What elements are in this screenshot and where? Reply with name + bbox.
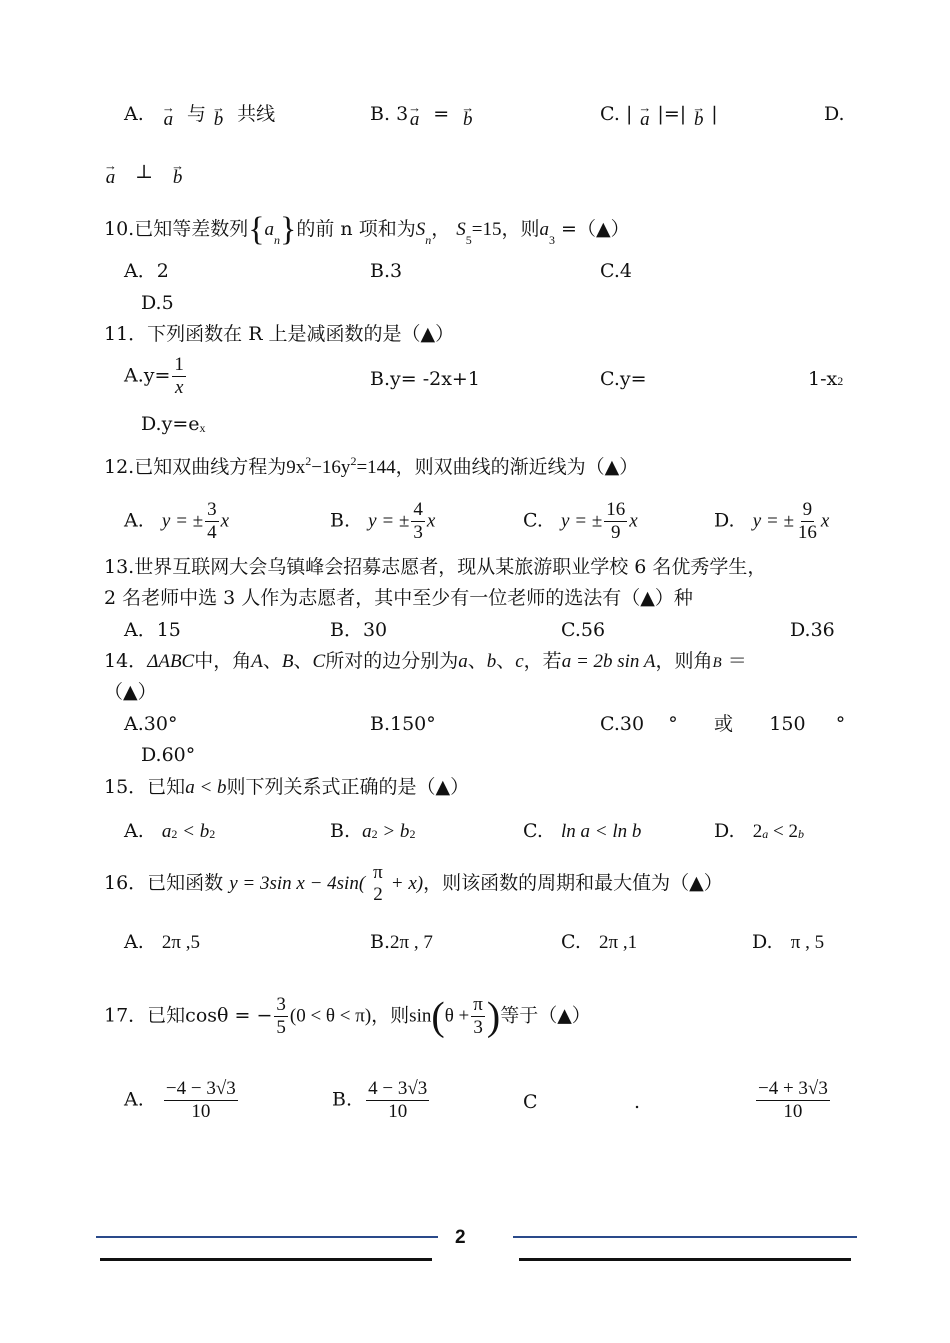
q13-stem-line1: 13.世界互联网大会乌镇峰会招募志愿者，现从某旅游职业学校 6 名优秀学生，: [104, 556, 767, 578]
q17-option-c-label: C: [523, 1091, 538, 1113]
q14-stem: 14．ΔABC中，角A、B、C所对的边分别为a、b、c，若a = 2b sin A，则角B ＝: [104, 650, 747, 672]
q14-option-c: C.30 ° 或 150 °: [600, 713, 846, 735]
q15-option-d: D. 2a < 2b: [714, 820, 804, 842]
q14-stem-tail: （▲）: [104, 681, 157, 703]
q14-option-a: A.30°: [124, 713, 178, 735]
q14-option-d: D.60°: [141, 744, 196, 766]
q9-option-a: A. → a 与 → b 共线: [124, 100, 276, 130]
q12-option-c: C. y = ± $\frac{16}{9}$ x: [523, 499, 638, 543]
q16-option-a: A. 2π ,5: [124, 931, 200, 953]
q15-option-b: B. a2 > b2: [330, 820, 416, 842]
q11-option-c-label: C.y=: [600, 368, 647, 390]
page-number: 2: [455, 1227, 466, 1248]
q9-option-c: C. | → a |=| → b |: [600, 100, 718, 130]
q12-stem: 12.已知双曲线方程为$9x^2-16y^2=144$，则双曲线的渐近线为（▲）: [104, 454, 639, 478]
q13-option-d: D.36: [790, 619, 835, 641]
q15-option-a: A. a2 < b2: [124, 820, 216, 842]
q11-option-a: A.y= $\frac{1}{x}$: [124, 354, 184, 398]
q11-stem: 11．下列函数在 R 上是减函数的是（▲）: [104, 323, 455, 345]
q16-option-c: C. 2π ,1: [561, 931, 638, 953]
q12-option-d: D. y = ± $\frac{9}{16}$ x: [714, 499, 830, 543]
q10-option-b: B.3: [370, 260, 403, 282]
q17-option-b: B. $\frac{4 - 3√3}{10}$: [332, 1078, 428, 1122]
q10-option-a: A．2: [124, 260, 169, 282]
footer-rule-top-right: [513, 1236, 857, 1238]
footer-rule-top-left: [96, 1236, 438, 1238]
q10-option-c: C.4: [600, 260, 632, 282]
q13-option-c: C.56: [561, 619, 606, 641]
q9-option-b: B. 3 → a = → b: [370, 100, 475, 130]
q12-option-a: A. y = ± $\frac{3}{4}$ x: [124, 499, 230, 543]
q9-option-d-label: D.: [824, 103, 845, 125]
footer-rule-bottom-left: [100, 1258, 432, 1261]
footer-rule-bottom-right: [519, 1258, 851, 1261]
q12-option-b: B. y = ± $\frac{4}{3}$ x: [330, 499, 436, 543]
q16-option-d: D. π , 5: [752, 931, 825, 953]
q13-stem-line2: 2 名老师中选 3 人作为志愿者，其中至少有一位老师的选法有（▲）种: [104, 587, 693, 609]
q9-option-d: → a ⊥ → b: [104, 158, 185, 188]
q10-stem: 10.已知等差数列$\{a_n\}$的前 n 项和为$S_n$， $S_5=15$，则$a_3$ =（▲）: [104, 211, 630, 248]
q11-option-c-value: 1-x2: [808, 368, 844, 390]
q17-option-c-dot: .: [634, 1091, 641, 1113]
q13-option-b: B．30: [330, 619, 388, 641]
q17-option-a: A. $\frac{-4 - 3√3}{10}$: [124, 1078, 236, 1122]
q11-option-d: D.y=ex: [141, 413, 206, 435]
q16-stem: 16．已知函数 y = 3sin x − 4sin( π 2 + x)，则该函数的周期和最大值为（▲）: [104, 862, 723, 905]
q16-option-b: B.2π , 7: [370, 931, 433, 953]
q15-stem: 15．已知a < b则下列关系式正确的是（▲）: [104, 776, 470, 798]
q15-option-c: C. ln a < ln b: [523, 820, 642, 842]
q17-stem: 17．已知cosθ = − $\frac{3}{5}$ (0 < θ < π)，则sin(θ + $\frac{\pi}{3}$ )等于（▲）: [104, 993, 591, 1039]
q11-option-b: B.y= -2x+1: [370, 368, 480, 390]
q17-option-c-value: $\frac{-4 + 3√3}{10}$: [758, 1078, 828, 1122]
q14-option-b: B.150°: [370, 713, 436, 735]
q10-option-d: D.5: [141, 292, 174, 314]
q13-option-a: A．15: [124, 619, 181, 641]
